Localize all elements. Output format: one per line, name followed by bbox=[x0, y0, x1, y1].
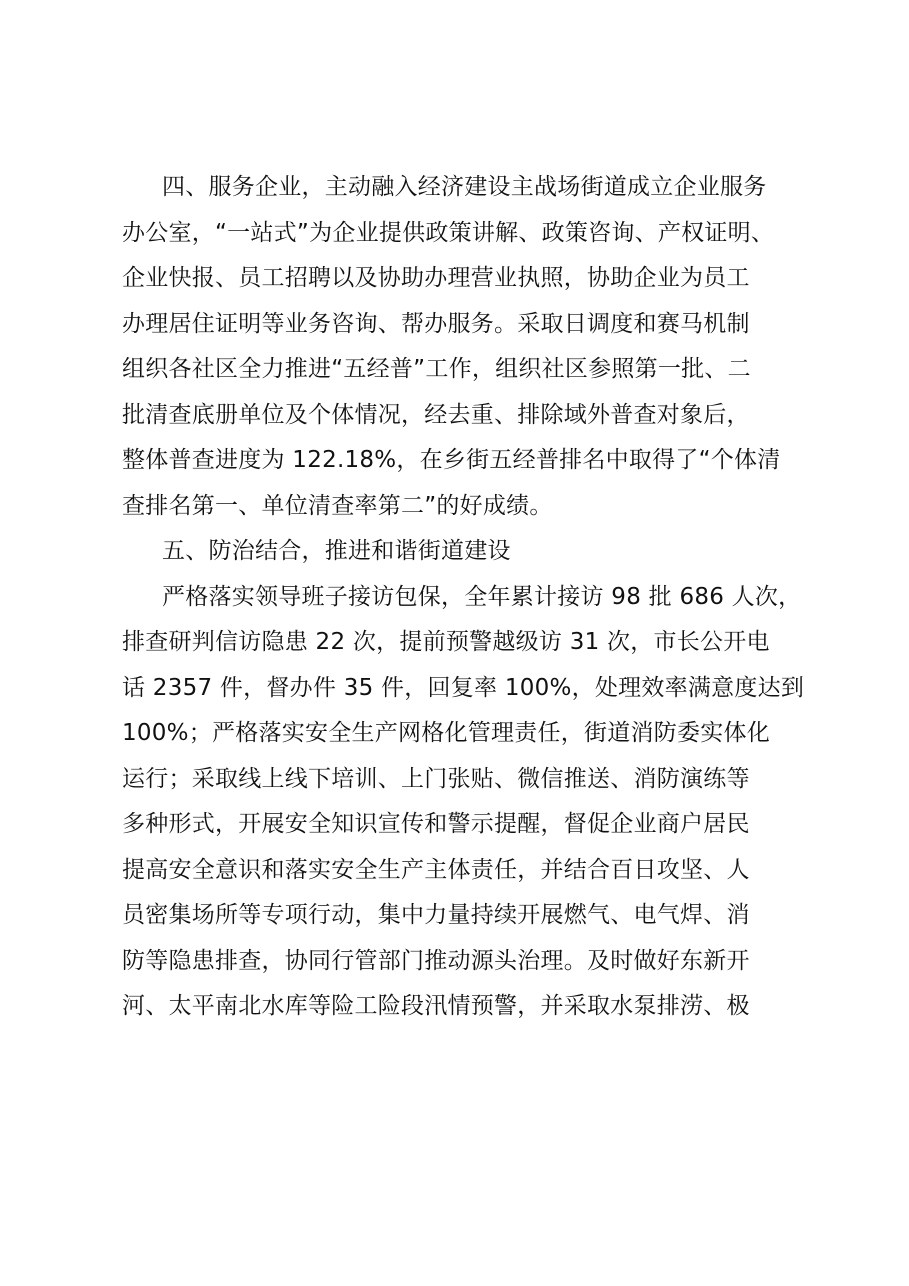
section-heading: 五、防治结合，推进和谐街道建设 bbox=[162, 538, 511, 564]
text-line: 四、服务企业，主动融入经济建设主战场街道成立企业服务 bbox=[162, 174, 767, 200]
text-line: 话 2357 件，督办件 35 件，回复率 100%，处理效率满意度达到 bbox=[122, 674, 805, 701]
text-line: 批清查底册单位及个体情况，经去重、排除域外普查对象后， bbox=[122, 401, 750, 428]
text-line: 100%；严格落实安全生产网格化管理责任，街道消防委实体化 bbox=[122, 720, 771, 746]
text-line: 企业快报、员工招聘以及协助办理营业执照，协助企业为员工 bbox=[122, 265, 750, 291]
text-line: 严格落实领导班子接访包保，全年累计接访 98 批 686 人次， bbox=[162, 583, 802, 610]
body-text bbox=[122, 165, 812, 1030]
text-line: 办理居住证明等业务咨询、帮办服务。采取日调度和赛马机制 bbox=[122, 310, 750, 337]
text-line: 办公室，“一站式”为企业提供政策讲解、政策咨询、产权证明、 bbox=[122, 219, 775, 246]
text-line: 排查研判信访隐患 22 次，提前预警越级访 31 次，市长公开电 bbox=[122, 629, 770, 655]
text-line: 提高安全意识和落实安全生产主体责任，并结合百日攻坚、人 bbox=[122, 856, 750, 883]
text-line: 整体普查进度为 122.18%，在乡街五经普排名中取得了“个体清 bbox=[122, 447, 781, 473]
text-line: 员密集场所等专项行动，集中力量持续开展燃气、电气焊、消 bbox=[122, 902, 750, 928]
text-line: 河、太平南北水库等险工险段汛情预警，并采取水泵排涝、极 bbox=[122, 993, 750, 1019]
text-line: 运行；采取线上线下培训、上门张贴、微信推送、消防演练等 bbox=[122, 765, 750, 792]
text-line: 多种形式，开展安全知识宣传和警示提醒，督促企业商户居民 bbox=[122, 811, 750, 837]
text-line: 查排名第一、单位清查率第二”的好成绩。 bbox=[122, 492, 553, 519]
text-line: 防等隐患排查，协同行管部门推动源头治理。及时做好东新开 bbox=[122, 947, 750, 974]
text-line: 组织各社区全力推进“五经普”工作，组织社区参照第一批、二 bbox=[122, 356, 751, 382]
